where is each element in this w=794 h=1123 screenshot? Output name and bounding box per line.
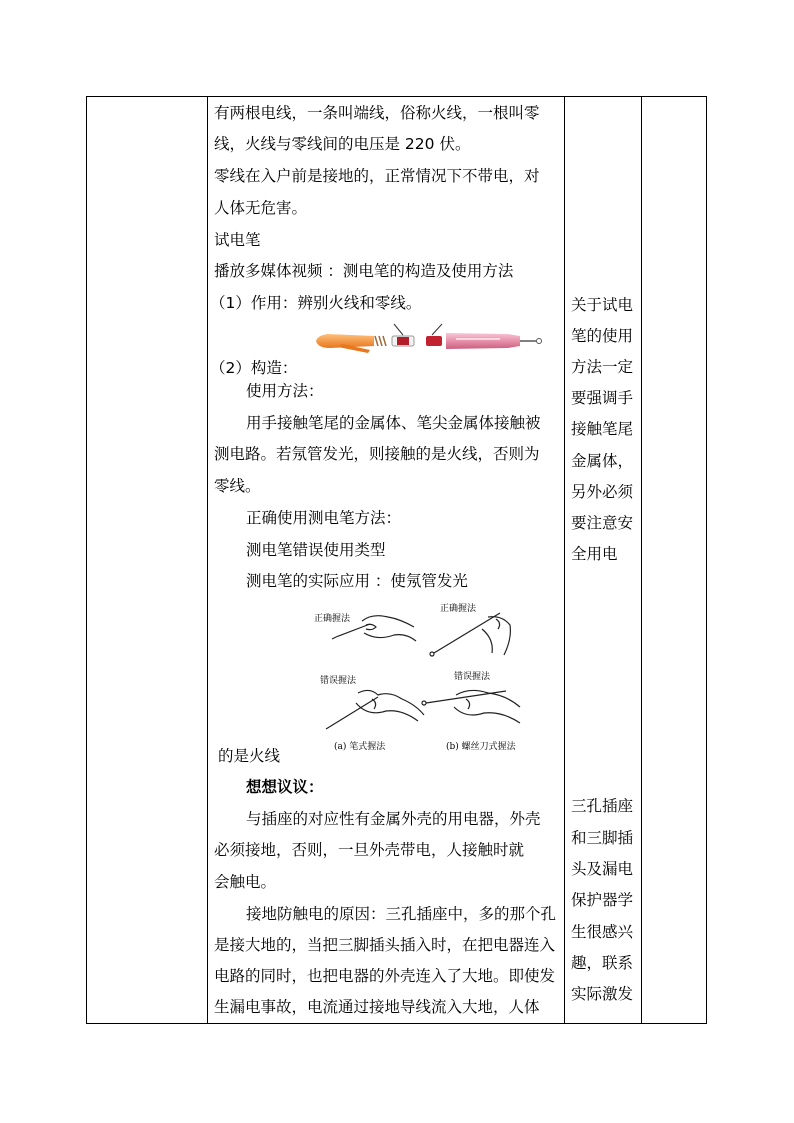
note-line: 金属体， — [571, 452, 634, 470]
text-line: 线，火线与零线间的电压是 220 伏。 — [214, 135, 471, 153]
note-line: 实际激发 — [571, 985, 634, 1003]
pen-grip-figure — [306, 599, 528, 753]
note-line: 趣，联系 — [571, 954, 634, 972]
text-line: 接地防触电的原因：三孔插座中，多的那个孔 — [246, 905, 557, 923]
note-line: 要注意安 — [571, 514, 634, 532]
note-line: 笔的使用 — [571, 327, 634, 345]
text-line: 有两根电线，一条叫端线，俗称火线，一根叫零 — [214, 104, 540, 122]
hand-drawing-b-wrong — [422, 690, 520, 723]
section-heading: 试电笔 — [214, 231, 261, 249]
text-line: 正确使用测电笔方法： — [246, 509, 402, 527]
note-line: 关于试电 — [571, 296, 634, 314]
column-1-cell — [87, 97, 208, 1024]
note-line: 和三脚插 — [571, 829, 634, 847]
text-line: 零线在入户前是接地的，正常情况下不带电，对 — [214, 167, 540, 185]
figure-label-top-left: 正确握法 — [314, 614, 351, 624]
lesson-table — [86, 96, 707, 1024]
hand-drawing-b-correct — [430, 613, 510, 656]
text-line: 用手接触笔尾的金属体、笔尖金属体接触被 — [246, 414, 541, 432]
note-line: 头及漏电 — [571, 860, 634, 878]
text-line: （2）构造： — [210, 359, 298, 377]
text-line: 与插座的对应性有金属外壳的用电器，外壳 — [246, 810, 541, 828]
column-4-cell — [642, 97, 707, 1024]
figure-label-bottom-right: 错误握法 — [454, 672, 491, 682]
note-line: 要强调手 — [571, 389, 634, 407]
figure-caption-b: (b) 螺丝刀式握法 — [446, 742, 516, 752]
figure-label-bottom-left: 错误握法 — [320, 676, 357, 686]
hand-drawing-a-wrong — [326, 690, 424, 729]
text-line: 使用方法： — [246, 382, 324, 400]
notes-cell — [565, 97, 642, 1024]
text-line: 必须接地，否则，一旦外壳带电，人接触时就 — [214, 841, 525, 859]
text-line: 是接大地的，当把三脚插头插入时，在把电器连入 — [214, 936, 556, 954]
text-line: 人体无危害。 — [214, 199, 308, 217]
text-line: 生漏电事故，电流通过接地导线流入大地，人体 — [214, 998, 540, 1016]
test-pen-illustration — [308, 323, 548, 359]
note-line: 三孔插座 — [571, 797, 634, 815]
text-line: 测电路。若氖管发光，则接触的是火线，否则为 — [214, 445, 540, 463]
note-line: 方法一定 — [571, 358, 634, 376]
note-line: 另外必须 — [571, 483, 634, 501]
figure-caption-a: (a) 笔式握法 — [334, 742, 386, 752]
text-line: 会触电。 — [214, 873, 277, 891]
note-line: 保护器学 — [571, 891, 634, 909]
text-line: （1）作用：辨别火线和零线。 — [210, 294, 422, 312]
figure-label-top-right: 正确握法 — [440, 604, 477, 614]
discussion-heading: 想想议议： — [246, 778, 324, 796]
note-line: 接触笔尾 — [571, 420, 634, 438]
text-line: 测电笔的实际应用 ：使氖管发光 — [246, 572, 468, 590]
note-line: 生很感兴 — [571, 923, 634, 941]
text-line: 的是火线 — [218, 747, 281, 765]
text-line: 测电笔错误使用类型 — [246, 541, 386, 559]
text-line: 电路的同时，也把电器的外壳连入了大地。即使发 — [214, 967, 556, 985]
text-line: 播放多媒体视频 ：测电笔的构造及使用方法 — [214, 262, 514, 280]
note-line: 全用电 — [571, 545, 618, 563]
text-line: 零线。 — [214, 477, 261, 495]
content-area — [208, 97, 564, 1023]
content-cell — [208, 97, 565, 1024]
notes-area — [565, 97, 641, 1023]
